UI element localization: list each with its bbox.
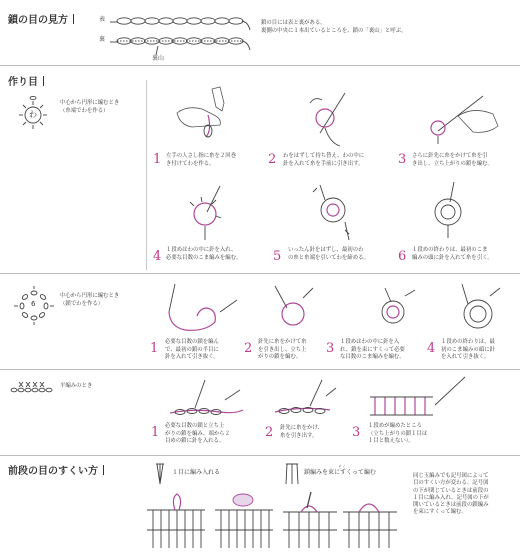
step-caption: 必要な目数の鎖と立ち上 がりの鎖を編み、端から２ 目めの鎖に針を入れる。 <box>165 423 231 445</box>
step-number: 1 <box>150 341 159 356</box>
step-illustration-chain-ring-sc <box>365 282 425 337</box>
method-b-caption: 中心から円形に編むとき （鎖でわを作る） <box>60 293 120 307</box>
divider <box>0 273 520 274</box>
step-number: 3 <box>352 425 361 440</box>
section-title-foundation: 作り目 <box>8 73 44 88</box>
closed-cluster-symbol-icon <box>154 462 166 488</box>
step-caption: 針先に糸をかけて糸 を引き出し、立ち上 がりの鎖を編む。 <box>258 339 307 361</box>
step-number: 5 <box>273 249 282 264</box>
step-illustration-chain-join <box>155 282 255 337</box>
chain-reading-note: 鎖の目には表と裏がある。 裏側の中央に１本出ているところを、鎖の「裏山」と呼ぶ。 <box>261 20 407 34</box>
label-back: 裏 <box>99 36 106 43</box>
step-number: 4 <box>153 249 162 264</box>
step-caption: 左手の人さし指に糸を２回巻 き付けてわを作る。 <box>166 153 237 167</box>
method-a-caption: 中心から円形に編むとき （糸端でわを作る） <box>60 100 120 114</box>
step-number: 1 <box>151 425 160 440</box>
stitch-swatch-illustrations <box>145 490 400 552</box>
prev-row-note: 同じ玉編みでも記号図によって 目のすくい方が変わる。記号図 の下が閉じているときは前段の １目に編み入れ、記号図の下が 開いているときは前段の鎖編み を束にすくって編む。 <box>413 473 489 516</box>
step-caption: さらに針先に糸をかけて糸を引 き出し、立ち上がりの鎖を編む。 <box>412 153 493 167</box>
step-number: 2 <box>244 341 253 356</box>
step-caption: わをはずして持ち替え、わの中に 針を入れて糸を手前に引き出す。 <box>283 153 365 167</box>
flat-row-symbol-icon <box>10 380 56 394</box>
step-illustration-tighten-ring <box>305 180 365 245</box>
label-bundle: 鎖編みを束にすくって編む <box>304 469 376 476</box>
step-number: 3 <box>326 341 335 356</box>
step-number: 2 <box>265 425 274 440</box>
step-illustration-chain-ring-hook <box>265 282 325 337</box>
label-back-ridge: 裏山 <box>152 55 165 62</box>
step-number: 3 <box>398 152 407 167</box>
magic-ring-symbol-text: わ <box>29 110 37 119</box>
step-caption: １段めの終わりは、最 初のこま編みの頭に針 を入れて引き抜く。 <box>441 339 495 361</box>
step-caption: １段めはわの中に針を入れ、 必要な目数のこま編みを編む。 <box>166 247 242 261</box>
step-illustration-chain-ring-slip <box>450 282 510 337</box>
step-caption: １段めが編めたところ （立ち上がりの鎖１目は １目と数えない）。 <box>368 423 428 445</box>
step-caption: 針先に糸をかけ、 糸を引き出す。 <box>280 425 323 439</box>
step-illustration-flat-first-row <box>365 375 485 423</box>
step-illustration-single-crochet-ring <box>180 184 240 244</box>
label-front: 表 <box>99 16 106 23</box>
step-caption: １段めはわの中に針を入 れ、鎖を束にすくって必要 な目数のこま編みを編む。 <box>340 339 405 361</box>
step-number: 1 <box>153 152 162 167</box>
divider <box>0 369 520 370</box>
step-number: 4 <box>427 341 436 356</box>
step-number: 2 <box>268 152 277 167</box>
chain-ring-symbol-text: 6 <box>31 300 36 308</box>
ruby-text: そく <box>338 464 346 469</box>
step-illustration-hand-wrap <box>172 85 242 145</box>
chain-front-back-illustration <box>108 10 258 60</box>
divider <box>0 455 520 456</box>
label-one-stitch: １目に編み入れる <box>172 469 221 476</box>
section-title-prev-row: 前段の目のすくい方 <box>8 462 104 477</box>
section-title-chain-reading: 鎖の目の見方 <box>8 11 74 26</box>
step-illustration-loop-hook <box>300 88 370 148</box>
step-number: 6 <box>398 249 407 264</box>
open-cluster-symbol-icon <box>284 462 300 488</box>
step-illustration-slip-stitch-ring <box>420 180 480 242</box>
divider <box>0 65 520 66</box>
step-illustration-flat-chain <box>165 378 255 423</box>
step-caption: １段めの終わりは、最初のこま 編みの頭に針を入れて糸を引く。 <box>412 247 493 261</box>
step-illustration-flat-pull <box>270 378 350 423</box>
method-c-caption: 平編みのとき <box>60 383 93 389</box>
step-illustration-pull-through <box>418 86 508 146</box>
step-caption: いったん針をはずし、最初のわ の糸と糸端を引いてわを締める。 <box>288 247 369 261</box>
divider <box>146 80 147 270</box>
step-caption: 必要な目数の鎖を編ん で、最初の鎖の半目に 針を入れて引き抜く。 <box>165 339 219 361</box>
